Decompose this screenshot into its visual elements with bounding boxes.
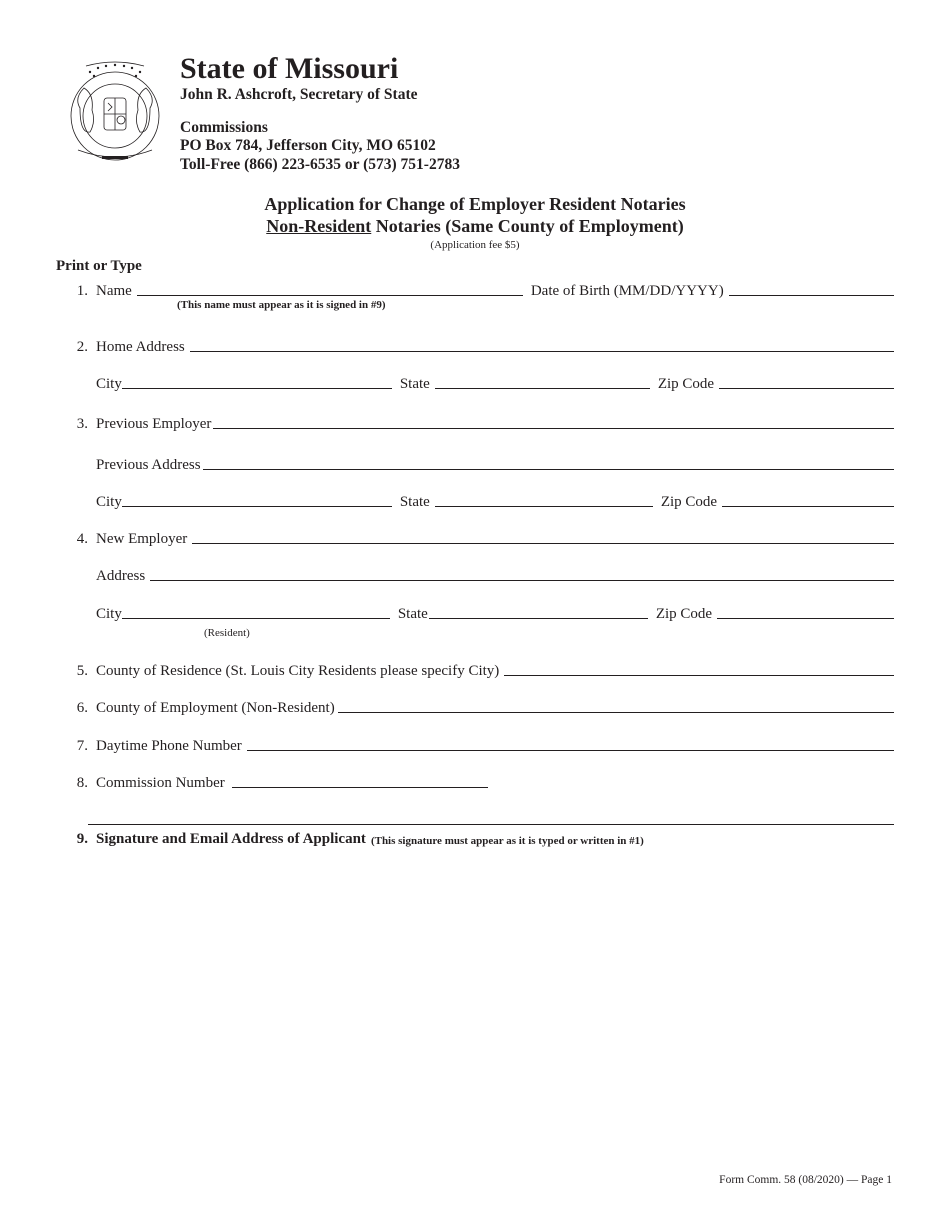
- state-name: State of Missouri: [180, 52, 399, 85]
- field-row-6: [64, 697, 894, 717]
- form-title-line2-rest: Notaries (Same County of Employment): [371, 216, 684, 236]
- mailing-address: PO Box 784, Jefferson City, MO 65102: [180, 137, 436, 154]
- daytime-phone-label: Daytime Phone Number: [96, 738, 242, 754]
- signature-label: Signature and Email Address of Applicant: [96, 831, 366, 847]
- zip-label: Zip Code: [660, 494, 718, 510]
- name-label: Name: [96, 283, 132, 299]
- city-input-line[interactable]: [122, 618, 390, 619]
- state-label: State: [399, 376, 430, 392]
- phone-numbers: Toll-Free (866) 223-6535 or (573) 751-2783: [180, 156, 460, 173]
- city-input-line[interactable]: [122, 388, 392, 389]
- county-of-employment-label: County of Employment (Non-Resident): [96, 700, 335, 716]
- signature-input-line[interactable]: [88, 824, 894, 825]
- field-number: 2.: [76, 339, 88, 355]
- home-address-input-line[interactable]: [190, 351, 894, 352]
- commission-number-label: Commission Number: [96, 775, 225, 791]
- form-title-line2: [0, 216, 950, 237]
- application-fee: (Application fee $5): [430, 239, 520, 251]
- state-label: State: [399, 494, 430, 510]
- city-input-line[interactable]: [122, 506, 392, 507]
- home-address-label: Home Address: [96, 339, 185, 355]
- field-number: 5.: [76, 663, 88, 679]
- city-label: City: [96, 494, 122, 510]
- dob-input-line[interactable]: [729, 295, 894, 296]
- previous-address-input-line[interactable]: [203, 469, 894, 470]
- field-row-7: [64, 735, 894, 755]
- dob-label: Date of Birth (MM/DD/YYYY): [530, 283, 724, 299]
- field-row-9: [64, 828, 894, 848]
- field-row-2: [64, 336, 894, 356]
- state-seal-icon: [66, 58, 164, 162]
- state-label: State: [397, 606, 428, 622]
- field-number: 3.: [76, 416, 88, 432]
- county-of-employment-input-line[interactable]: [338, 712, 894, 713]
- state-input-line[interactable]: [435, 388, 650, 389]
- field-number: 1.: [76, 283, 88, 299]
- field-number: 6.: [76, 700, 88, 716]
- state-input-line[interactable]: [429, 618, 648, 619]
- new-employer-input-line[interactable]: [192, 543, 894, 544]
- form-title-line1: Application for Change of Employer Resident Notaries: [264, 194, 686, 214]
- city-state-zip-row-2: [64, 373, 894, 393]
- field-row-8: [64, 772, 894, 792]
- daytime-phone-input-line[interactable]: [247, 750, 894, 751]
- address-label: Address: [96, 568, 146, 584]
- department-name: Commissions: [180, 119, 268, 136]
- name-input-line[interactable]: [137, 295, 523, 296]
- field-number: 8.: [76, 775, 88, 791]
- field-row-1: [64, 280, 894, 300]
- city-label: City: [96, 376, 122, 392]
- secretary-name: John R. Ashcroft, Secretary of State: [180, 86, 418, 103]
- new-employer-label: New Employer: [96, 531, 188, 547]
- non-resident-text: Non-Resident: [266, 216, 372, 236]
- commission-number-input-line[interactable]: [232, 787, 488, 788]
- county-of-residence-label: County of Residence (St. Louis City Residents please specify City): [96, 663, 500, 679]
- print-or-type-instruction: Print or Type: [56, 258, 142, 274]
- field-number: 9.: [76, 831, 88, 847]
- name-note: (This name must appear as it is signed in #9): [177, 299, 386, 311]
- field-row-5: [64, 660, 894, 680]
- county-of-residence-input-line[interactable]: [504, 675, 894, 676]
- zip-label: Zip Code: [655, 606, 713, 622]
- state-input-line[interactable]: [435, 506, 653, 507]
- signature-note: (This signature must appear as it is typed or written in #1): [370, 835, 644, 847]
- previous-employer-input-line[interactable]: [213, 428, 894, 429]
- new-address-row: [64, 565, 894, 585]
- zip-input-line[interactable]: [719, 388, 894, 389]
- city-state-zip-row-3: [64, 491, 894, 511]
- previous-address-label: Previous Address: [96, 457, 201, 473]
- form-footer: Form Comm. 58 (08/2020) — Page 1: [719, 1174, 892, 1186]
- zip-label: Zip Code: [657, 376, 715, 392]
- city-state-zip-row-4: [64, 603, 894, 623]
- field-row-4: [64, 528, 894, 548]
- field-row-3: [64, 413, 894, 433]
- field-number: 4.: [76, 531, 88, 547]
- resident-note: (Resident): [204, 627, 250, 639]
- address-input-line[interactable]: [150, 580, 894, 581]
- zip-input-line[interactable]: [722, 506, 894, 507]
- zip-input-line[interactable]: [717, 618, 894, 619]
- field-number: 7.: [76, 738, 88, 754]
- previous-address-row: [64, 454, 894, 474]
- previous-employer-label: Previous Employer: [96, 416, 212, 432]
- city-label: City: [96, 606, 122, 622]
